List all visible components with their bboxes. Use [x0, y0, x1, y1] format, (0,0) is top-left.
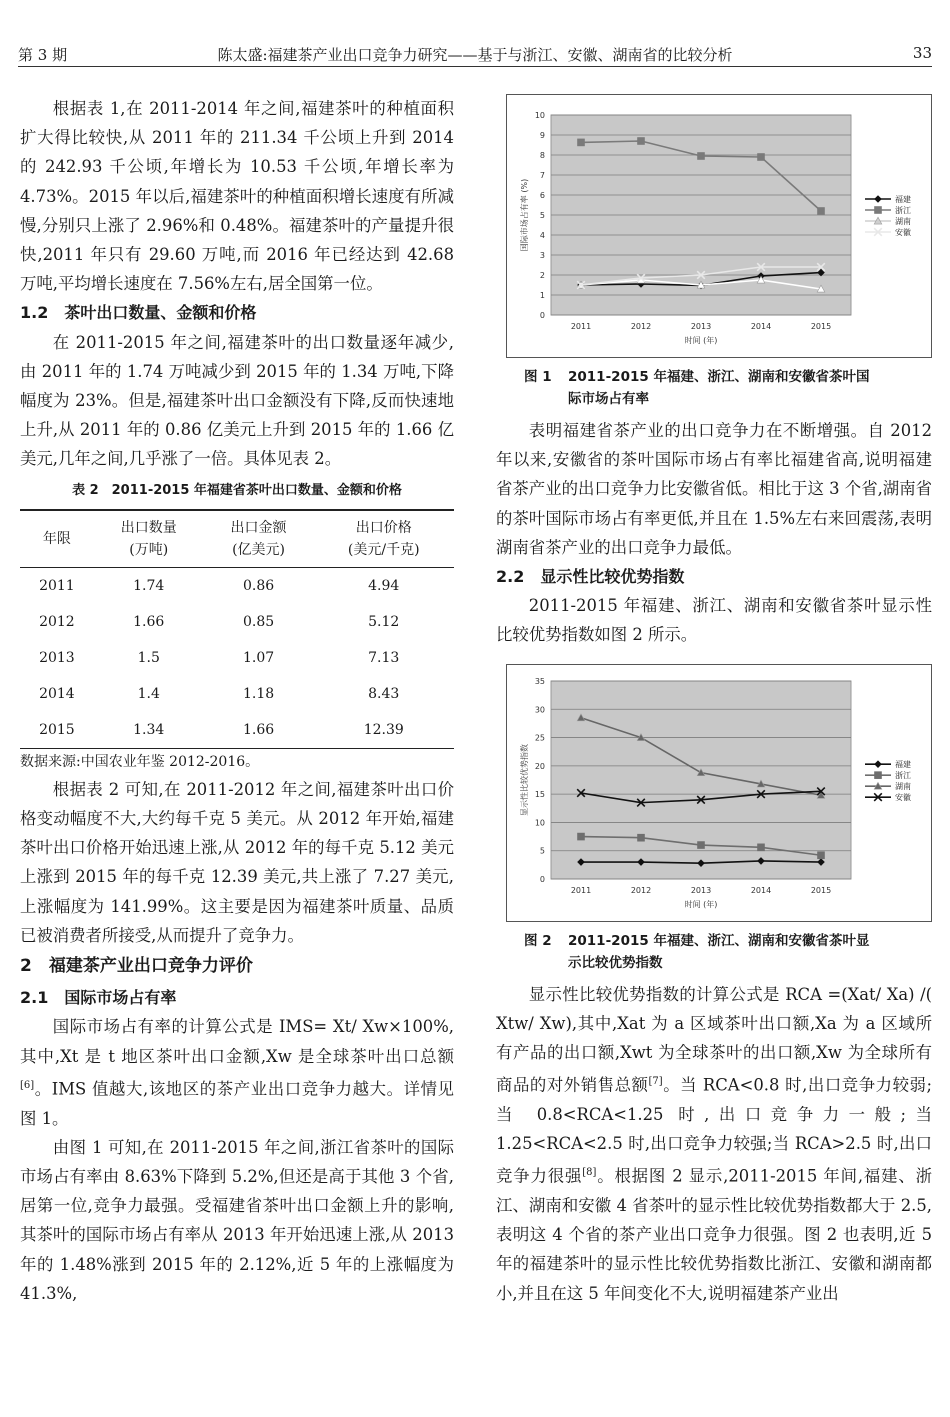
table-row: 2012 1.66 0.85 5.12	[39, 613, 400, 630]
citation-ref: [8]	[582, 1167, 597, 1179]
page-number: 33	[912, 44, 932, 62]
x-tick-label: 2011	[570, 322, 592, 331]
figure-2	[506, 664, 932, 922]
plot-area	[551, 681, 851, 879]
section-heading-2: 2 福建茶产业出口竞争力评价	[20, 956, 253, 977]
paragraph: 根据表 2 可知,在 2011-2012 年之间,福建茶叶出口价格变动幅度不大,大约每千克 5 美元。从 2012 年开始,福建茶叶出口价格开始迅速上涨,从 2012 年的每千克 5.12 美元上涨到 2015 年的每千克 12.39 美元,共上涨了 7.27 美元,上涨幅度为 141.99%。这主要是因为福建茶叶质量、品质已被消费者所接受,从而提升了竞争力。	[20, 779, 454, 945]
legend-label: 浙江	[895, 206, 911, 215]
table-row: 2015 1.34 1.66 12.39	[20, 712, 454, 749]
running-header	[18, 40, 932, 67]
left-column	[20, 94, 454, 1308]
data-point	[577, 832, 585, 840]
legend-label: 浙江	[895, 770, 911, 780]
citation-ref: [7]	[648, 1076, 663, 1088]
table-source-note: 数据来源:中国农业年鉴 2012-2016。	[20, 753, 260, 770]
figure-1	[506, 94, 932, 358]
y-tick-label: 0	[539, 874, 545, 884]
x-tick-label: 2015	[810, 322, 832, 331]
data-point	[757, 843, 765, 851]
y-axis-label: 国际市场占有率 (%)	[520, 178, 529, 252]
y-tick-label: 9	[539, 131, 545, 140]
section-heading-1-2: 1.2 茶叶出口数量、金额和价格	[20, 303, 257, 323]
paragraph: 根据表 1,在 2011-2014 年之间,福建茶叶的种植面积扩大得比较快,从 2011 年的 211.34 千公顷上升到 2014 的 242.93 千公顷,年增长为 10.53 千公顷,年增长率为 4.73%。2015 年以后,福建茶叶的种植面积增长速度有所减慢,分别只上涨了 2.96%和 0.48%。福建茶叶的产量提升很快,2011 年只有 29.60 万吨,而 2016 年已经达到 42.68 万吨,平均增长速度在 7.56%左右,居全国第一位。	[20, 99, 454, 294]
x-tick-label: 2014	[750, 322, 772, 331]
table-row: 2013 1.5 1.07 7.13	[39, 649, 400, 666]
x-tick-label: 2011	[570, 885, 592, 895]
col-header-year: 年限	[42, 530, 71, 547]
table-row: 2011 1.74 0.86 4.94	[39, 577, 400, 594]
col-header-quantity: 出口数量 (万吨)	[120, 519, 177, 558]
y-tick-label: 0	[539, 311, 545, 320]
y-axis-label: 显示性比较优势指数	[520, 743, 529, 816]
y-tick-label: 5	[539, 211, 545, 220]
right-column	[496, 94, 932, 1308]
x-tick-label: 2014	[750, 885, 772, 895]
legend-entry	[865, 759, 911, 769]
legend-label: 安徽	[895, 792, 911, 802]
legend-marker	[874, 760, 882, 768]
x-tick-label: 2013	[690, 322, 712, 331]
x-tick-label: 2012	[630, 885, 652, 895]
section-heading-2-2: 2.2 显示性比较优势指数	[496, 567, 685, 587]
legend-entry	[865, 194, 911, 204]
figure-1-caption: 图 1 2011-2015 年福建、浙江、湖南和安徽省茶叶国 际市场占有率	[524, 366, 932, 410]
chart-market-share	[507, 95, 931, 357]
y-tick-label: 15	[534, 789, 545, 799]
data-point	[817, 851, 825, 859]
x-tick-label: 2013	[690, 885, 712, 895]
table-row: 2014 1.4 1.18 8.43	[39, 685, 400, 702]
data-point	[637, 834, 645, 842]
legend-marker	[874, 206, 882, 214]
y-tick-label: 10	[534, 818, 545, 828]
data-point	[757, 153, 765, 161]
y-tick-label: 25	[534, 733, 545, 743]
legend-entry	[865, 216, 911, 226]
x-axis-label: 时间 (年)	[684, 336, 718, 345]
chart-rca-index	[507, 665, 931, 921]
data-point	[577, 139, 585, 147]
legend-entry	[865, 792, 911, 802]
x-axis-label: 时间 (年)	[684, 899, 718, 909]
paragraph: 表明福建省茶产业的出口竞争力在不断增强。自 2012 年以来,安徽省的茶叶国际市场占有率比福建省高,说明福建省茶产业的出口竞争力比安徽省低。相比于这 3 个省,湖南省的茶叶国际市场占有率更低,并且在 1.5%左右来回震荡,表明湖南省茶产业的出口竞争力最低。	[496, 421, 932, 557]
col-header-amount: 出口金额 (亿美元)	[230, 519, 287, 558]
legend-entry	[865, 227, 911, 237]
running-title: 陈太盛:福建茶产业出口竞争力研究——基于与浙江、安徽、湖南省的比较分析	[217, 46, 733, 64]
y-tick-label: 3	[539, 251, 545, 260]
y-tick-label: 1	[539, 291, 545, 300]
col-header-price: 出口价格 (美元/千克)	[347, 519, 420, 558]
citation-ref: [6]	[20, 1079, 35, 1091]
y-tick-label: 20	[534, 761, 545, 771]
legend-marker	[874, 195, 882, 203]
legend-label: 福建	[895, 759, 911, 769]
y-tick-label: 8	[539, 151, 545, 160]
export-table	[20, 509, 454, 749]
y-tick-label: 4	[539, 231, 545, 240]
issue-number: 第 3 期	[18, 46, 68, 64]
figure-number: 图 2	[524, 932, 552, 949]
y-tick-label: 7	[539, 171, 545, 180]
legend-entry	[865, 205, 911, 215]
data-point	[637, 137, 645, 145]
data-point	[697, 152, 705, 160]
legend-label: 湖南	[895, 217, 911, 226]
data-point	[817, 207, 825, 215]
paragraph: 由图 1 可知,在 2011-2015 年之间,浙江省茶叶的国际市场占有率由 8.63%下降到 5.2%,但还是高于其他 3 个省,居第一位,竞争力最强。受福建省茶叶出口金额上升的影响,其茶叶的国际市场占有率从 2013 年开始迅速上涨,从 2013 年的 1.48%涨到 2015 年的 2.12%,近 5 年的上涨幅度为 41.3%,	[20, 1137, 454, 1303]
legend-entry	[865, 781, 911, 791]
y-tick-label: 35	[534, 676, 545, 686]
x-tick-label: 2015	[810, 885, 832, 895]
figure-number: 图 1	[524, 369, 552, 385]
legend-label: 湖南	[895, 781, 911, 791]
paragraph: 2011-2015 年福建、浙江、湖南和安徽省茶叶显示性比较优势指数如图 2 所示。	[496, 596, 932, 645]
legend-label: 福建	[895, 195, 911, 204]
y-tick-label: 2	[539, 271, 545, 280]
legend-label: 安徽	[895, 228, 911, 237]
legend-marker	[874, 771, 882, 779]
paragraph: 在 2011-2015 年之间,福建茶叶的出口数量逐年减少,由 2011 年的 1.74 万吨减少到 2015 年的 1.34 万吨,下降幅度为 23%。但是,福建茶叶出口金额没有下降,反而快速地上升,从 2011 年的 0.86 亿美元上升到 2015 年的 1.66 亿美元,几年之间,几乎涨了一倍。具体见表 2。	[20, 332, 454, 469]
x-tick-label: 2012	[630, 322, 652, 331]
paragraph: 显示性比较优势指数的计算公式是 RCA =(Xat/ Xa) /( Xtw/ Xw),其中,Xat 为 a 区域茶叶出口额,Xa 为 a 区域所有产品的出口额,Xwt 为全球茶叶的出口额,Xw 为全球所有商品的对外销售总额[7]。当 RCA<0.8 时,出口竞争力较弱;当 0.8<RCA<1.25 时,出口竞争力一般;当 1.25<RCA<2.5 时,出口竞争力较强;当 RCA>2.5 时,出口竞争力很强[8]。根据图 2 显示,2011-2015 年间,福建、浙江、湖南和安徽 4 省茶叶的显示性比较优势指数都大于 2.5,表明这 4 个省的茶产业出口竞争力很强。图 2 也表明,近 5 年的福建茶叶的显示性比较优势指数比浙江、安徽和湖南都小,并且在这 5 年间变化不大,说明福建茶产业出	[496, 984, 933, 1303]
y-tick-label: 30	[534, 704, 545, 714]
y-tick-label: 10	[534, 111, 545, 120]
paragraph: 国际市场占有率的计算公式是 IMS= Xt/ Xw×100%,其中,Xt 是 t 地区茶叶出口金额,Xw 是全球茶叶出口总额[6]。IMS 值越大,该地区的茶产业出口竞争力越大。详情见图 1。	[20, 1017, 454, 1128]
y-tick-label: 6	[539, 191, 545, 200]
data-point	[697, 841, 705, 849]
legend-entry	[865, 770, 911, 780]
table-caption: 表 2 2011-2015 年福建省茶叶出口数量、金额和价格	[72, 482, 402, 498]
y-tick-label: 5	[539, 846, 545, 856]
section-heading-2-1: 2.1 国际市场占有率	[20, 988, 177, 1008]
figure-2-caption: 图 2 2011-2015 年福建、浙江、湖南和安徽省茶叶显 示比较优势指数	[524, 930, 932, 974]
